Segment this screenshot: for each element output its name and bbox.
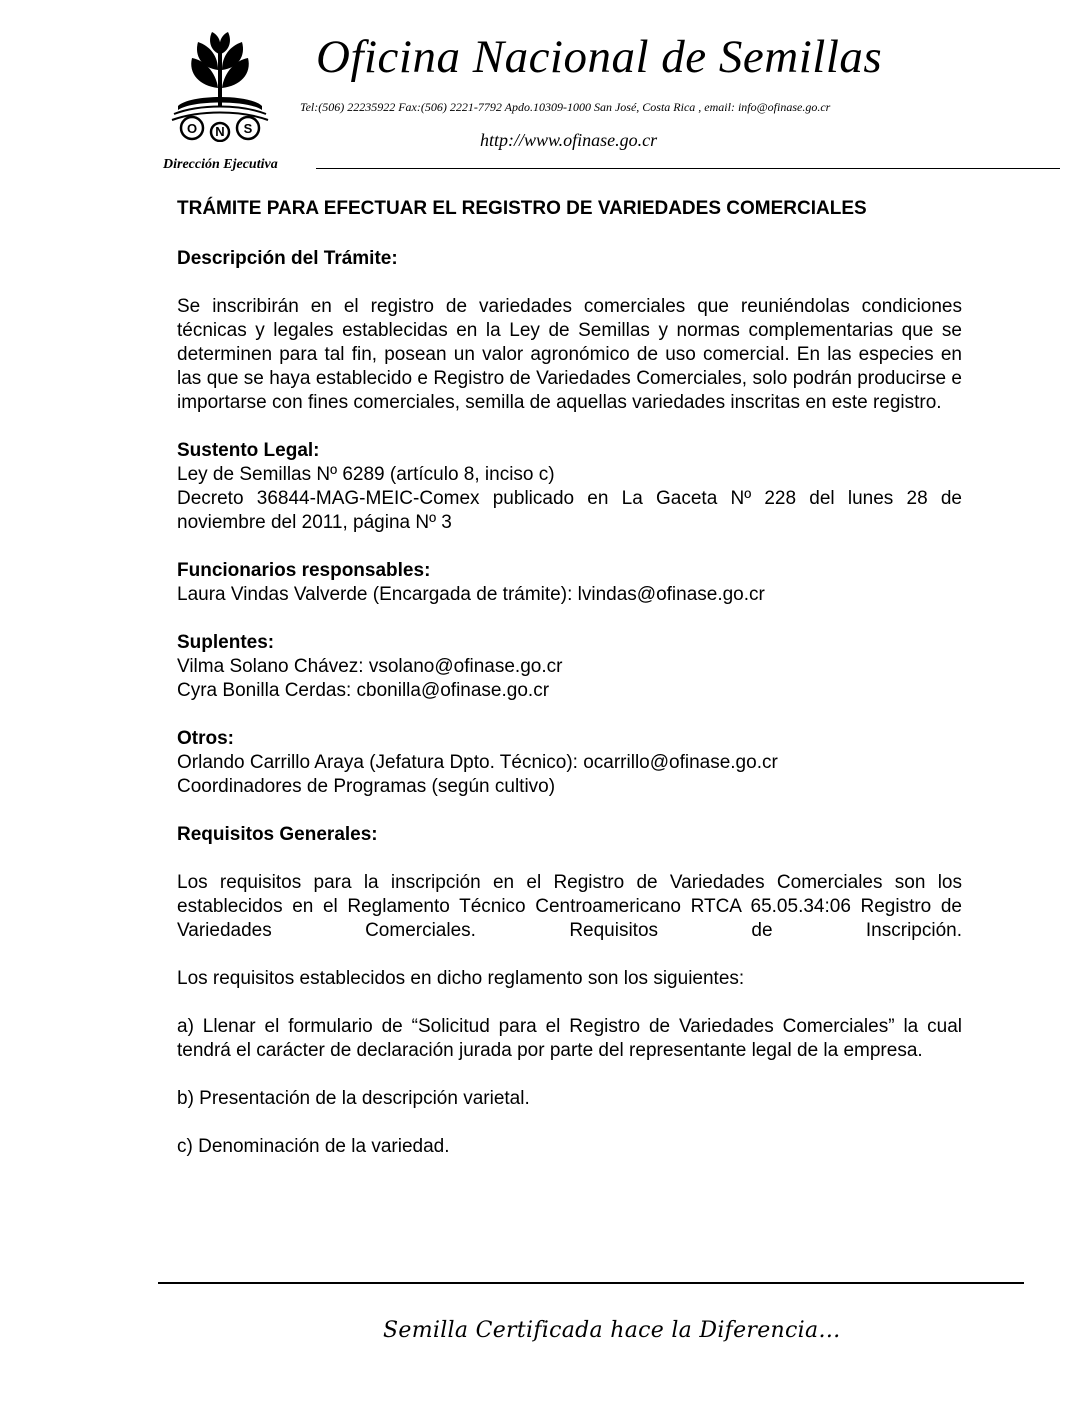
contact-info: Tel:(506) 22235922 Fax:(506) 2221-7792 Apdo.10309-1000 San José, Costa Rica , email: info@ofinase.go.cr [300, 100, 831, 114]
requirement-item-b: b) Presentación de la descripción varietal. [177, 1088, 530, 1109]
footer-motto: Semilla Certificada hace la Diferencia… [383, 1318, 841, 1343]
footer-divider [158, 1282, 1024, 1284]
legal-heading: Sustento Legal: [177, 440, 320, 461]
requirement-item-a: a) Llenar el formulario de “Solicitud para el Registro de Variedades Comerciales” la cual tendrá el carácter de declaración jurada por parte del representante legal de la empresa. [177, 1016, 962, 1061]
logo-letter-n: N [215, 124, 225, 139]
description-text: Se inscribirán en el registro de variedades comerciales que reuniéndolas condiciones técnicas y legales establecidas en la Ley de Semillas y normas complementarias que se determinen para tal fin, posean un valor agronómico de uso comercial. En las especies en las que se haya establecido e Registro de Variedades Comerciales, solo podrán producirse e importarse con fines comerciales, semilla de aquellas variedades inscritas en este registro. [177, 296, 962, 413]
requirements-heading: Requisitos Generales: [177, 824, 378, 845]
officials-heading: Funcionarios responsables: [177, 560, 431, 581]
others-line-1: Orlando Carrillo Araya (Jefatura Dpto. Técnico): ocarrillo@ofinase.go.cr [177, 752, 778, 773]
legal-line-2: Decreto 36844-MAG-MEIC-Comex publicado en La Gaceta Nº 228 del lunes 28 de noviembre del 2011, página Nº 3 [177, 488, 962, 533]
ons-logo [170, 30, 270, 142]
header-divider [316, 168, 1060, 169]
description-heading: Descripción del Trámite: [177, 248, 398, 269]
others-line-2: Coordinadores de Programas (según cultivo) [177, 776, 556, 797]
legal-line-1: Ley de Semillas Nº 6289 (artículo 8, inciso c) [177, 464, 555, 485]
website-link[interactable]: http://www.ofinase.go.cr [480, 130, 658, 150]
requirements-intro: Los requisitos para la inscripción en el Registro de Variedades Comerciales son los establecidos en el Reglamento Técnico Centroamericano RTCA 65.05.34:06 Registro de Variedades Comerciales. Requisitos de Inscripción. [177, 872, 962, 941]
document-body [177, 197, 962, 1159]
others-heading: Otros: [177, 728, 234, 749]
logo-letter-o: O [186, 121, 198, 136]
document-title: TRÁMITE PARA EFECTUAR EL REGISTRO DE VARIEDADES COMERCIALES [177, 198, 867, 219]
substitutes-line-1: Vilma Solano Chávez: vsolano@ofinase.go.cr [177, 656, 563, 677]
requirements-lead: Los requisitos establecidos en dicho reglamento son los siguientes: [177, 968, 745, 989]
direction-label: Dirección Ejecutiva [163, 157, 278, 172]
logo-letter-s: S [243, 121, 253, 136]
substitutes-line-2: Cyra Bonilla Cerdas: cbonilla@ofinase.go.cr [177, 680, 550, 701]
substitutes-heading: Suplentes: [177, 632, 275, 653]
requirement-item-c: c) Denominación de la variedad. [177, 1136, 450, 1157]
organization-name: Oficina Nacional de Semillas [316, 31, 883, 83]
officials-line-1: Laura Vindas Valverde (Encargada de trámite): lvindas@ofinase.go.cr [177, 584, 765, 605]
